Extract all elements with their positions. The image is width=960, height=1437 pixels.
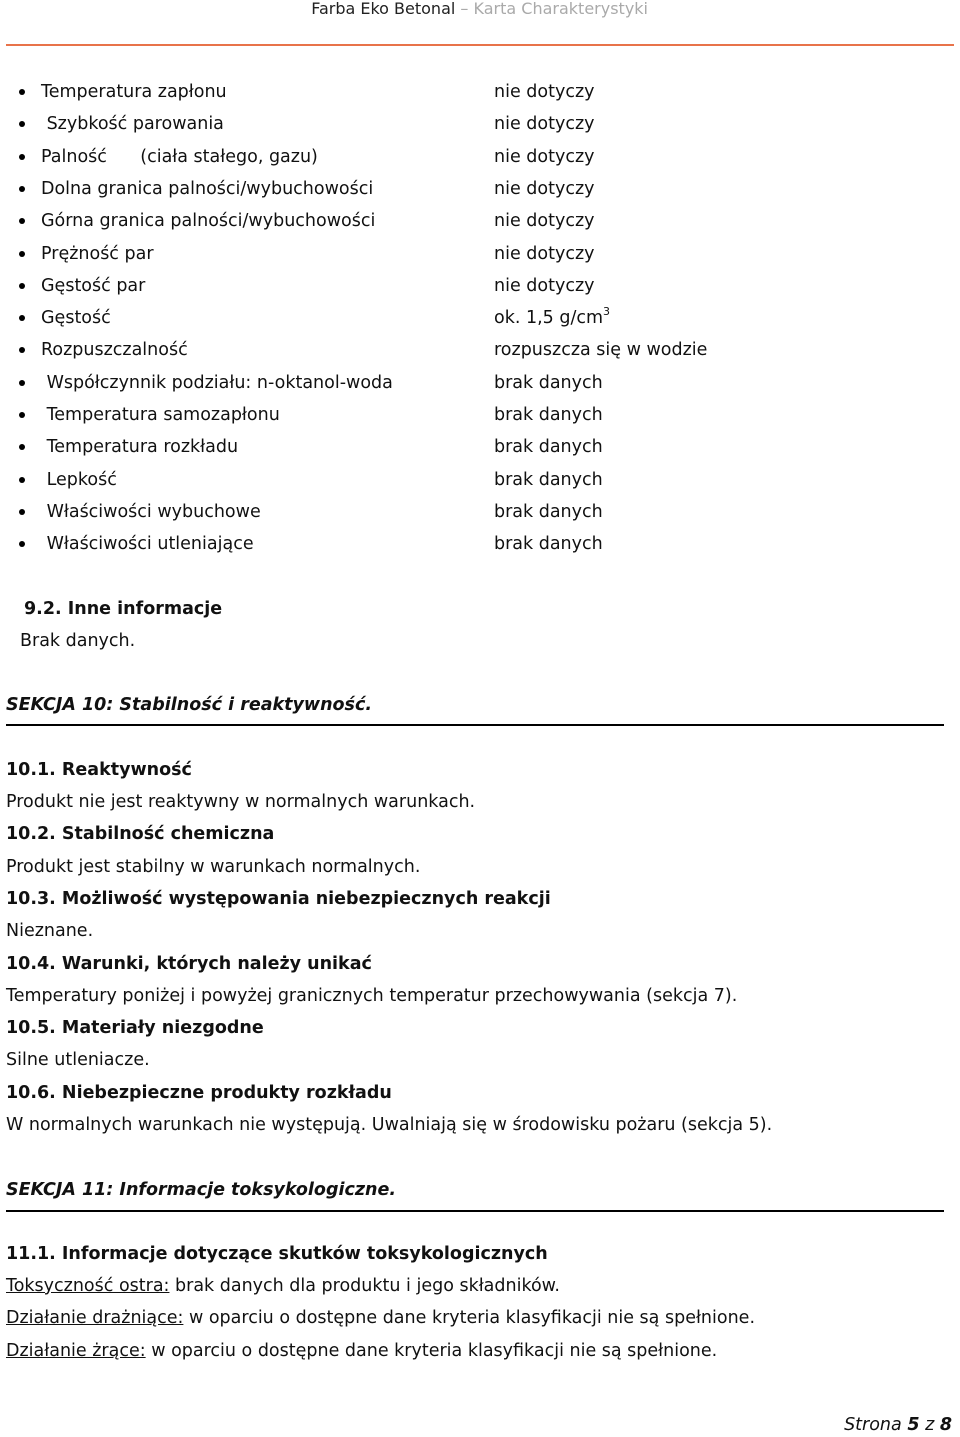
irritation-text: w oparciu o dostępne dane kryteria klasyfikacji nie są spełnione. [183, 1308, 756, 1328]
subsection-10-1-text: Produkt nie jest reaktywny w normalnych warunkach. [6, 792, 476, 812]
property-row [0, 175, 960, 203]
subsection-10-6-text: W normalnych warunkach nie występują. Uwalniają się w środowisku pożaru (sekcja 5). [6, 1115, 773, 1135]
property-label: Właściwości utleniające [41, 534, 254, 554]
property-row [0, 143, 960, 171]
bullet [19, 412, 25, 418]
property-label: Gęstość [41, 308, 111, 328]
property-value: nie dotyczy [494, 82, 595, 102]
tox-line-irritation [6, 1306, 755, 1330]
bullet [19, 541, 25, 547]
property-value: brak danych [494, 502, 603, 522]
subsection-10-6-heading: 10.6. Niebezpieczne produkty rozkładu [6, 1083, 392, 1103]
property-label: Współczynnik podziału: n-oktanol-woda [41, 373, 393, 393]
property-value: brak danych [494, 373, 603, 393]
page-header [0, 0, 960, 48]
tox-line-acute [6, 1274, 560, 1298]
property-value: nie dotyczy [494, 179, 595, 199]
subsection-10-2-text: Produkt jest stabilny w warunkach normalnych. [6, 857, 421, 877]
property-label: Prężność par [41, 244, 154, 264]
property-label: Temperatura rozkładu [41, 437, 239, 457]
property-row [0, 272, 960, 300]
property-value: nie dotyczy [494, 147, 595, 167]
bullet [19, 380, 25, 386]
current-page: 5 [907, 1415, 920, 1435]
document-title: Farba Eko Betonal [311, 0, 456, 18]
property-label: Palność (ciała stałego, gazu) [41, 147, 318, 167]
corrosion-text: w oparciu o dostępne dane kryteria klasyfikacji nie są spełnione. [145, 1341, 718, 1361]
subsection-10-3-text: Nieznane. [6, 921, 94, 941]
footer-prefix: Strona [844, 1415, 908, 1435]
property-value: nie dotyczy [494, 244, 595, 264]
property-row [0, 530, 960, 558]
bullet [19, 477, 25, 483]
bullet [19, 347, 25, 353]
property-value: brak danych [494, 470, 603, 490]
subsection-9-2-heading: 9.2. Inne informacje [24, 599, 223, 619]
subsection-10-5-heading: 10.5. Materiały niezgodne [6, 1018, 264, 1038]
section-10-title: SEKCJA 10: Stabilność i reaktywność. [6, 695, 372, 715]
bullet [19, 89, 25, 95]
property-row [0, 401, 960, 429]
bullet [19, 315, 25, 321]
property-label: Temperatura samozapłonu [41, 405, 280, 425]
property-value: nie dotyczy [494, 276, 595, 296]
property-label: Właściwości wybuchowe [41, 502, 261, 522]
property-label: Dolna granica palności/wybuchowości [41, 179, 374, 199]
section-10-rule [6, 724, 944, 726]
term-corrosion: Działanie żrące: [6, 1341, 146, 1361]
property-row [0, 207, 960, 235]
subsection-10-4-heading: 10.4. Warunki, których należy unikać [6, 954, 372, 974]
subsection-10-2-heading: 10.2. Stabilność chemiczna [6, 824, 275, 844]
acute-toxicity-text: brak danych dla produktu i jego składników. [169, 1276, 560, 1296]
property-label: Górna granica palności/wybuchowości [41, 211, 376, 231]
section-11-rule [6, 1210, 944, 1212]
subsection-11-1-heading: 11.1. Informacje dotyczące skutków toksykologicznych [6, 1244, 548, 1264]
subsection-10-1-heading: 10.1. Reaktywność [6, 760, 192, 780]
property-value: brak danych [494, 405, 603, 425]
bullet [19, 509, 25, 515]
property-value [494, 304, 610, 332]
bullet [19, 121, 25, 127]
bullet [19, 186, 25, 192]
property-row [0, 369, 960, 397]
property-value: brak danych [494, 437, 603, 457]
property-row [0, 78, 960, 106]
page-footer [844, 1413, 952, 1437]
property-row [0, 110, 960, 138]
subsection-10-4-text: Temperatury poniżej i powyżej granicznych temperatur przechowywania (sekcja 7). [6, 986, 738, 1006]
bullet [19, 251, 25, 257]
property-label: Lepkość [41, 470, 117, 490]
term-irritation: Działanie drażniące: [6, 1308, 184, 1328]
density-value: ok. 1,5 g/cm [494, 308, 604, 328]
property-row [0, 240, 960, 268]
section-11-title: SEKCJA 11: Informacje toksykologiczne. [6, 1180, 397, 1200]
property-value: brak danych [494, 534, 603, 554]
property-label: Gęstość par [41, 276, 146, 296]
header-rule [6, 44, 954, 46]
subsection-10-5-text: Silne utleniacze. [6, 1050, 150, 1070]
bullet [19, 283, 25, 289]
term-acute-toxicity: Toksyczność ostra: [6, 1276, 170, 1296]
footer-middle: z [919, 1415, 940, 1435]
property-label: Szybkość parowania [41, 114, 224, 134]
property-label: Rozpuszczalność [41, 340, 188, 360]
total-pages: 8 [939, 1415, 952, 1435]
property-label: Temperatura zapłonu [41, 82, 227, 102]
property-row [0, 498, 960, 526]
bullet [19, 218, 25, 224]
subsection-10-3-heading: 10.3. Możliwość występowania niebezpiecznych reakcji [6, 889, 551, 909]
bullet [19, 444, 25, 450]
property-value: rozpuszcza się w wodzie [494, 340, 708, 360]
property-row [0, 433, 960, 461]
superscript-3: 3 [603, 305, 611, 318]
tox-line-corrosion [6, 1339, 717, 1363]
property-row [0, 304, 960, 332]
property-row [0, 466, 960, 494]
header-title [311, 0, 648, 18]
property-value: nie dotyczy [494, 211, 595, 231]
header-subtitle: Karta Charakterystyki [473, 0, 648, 18]
subsection-9-2-text: Brak danych. [20, 631, 136, 651]
property-value: nie dotyczy [494, 114, 595, 134]
bullet [19, 154, 25, 160]
header-separator: – [460, 0, 469, 18]
property-row [0, 336, 960, 364]
